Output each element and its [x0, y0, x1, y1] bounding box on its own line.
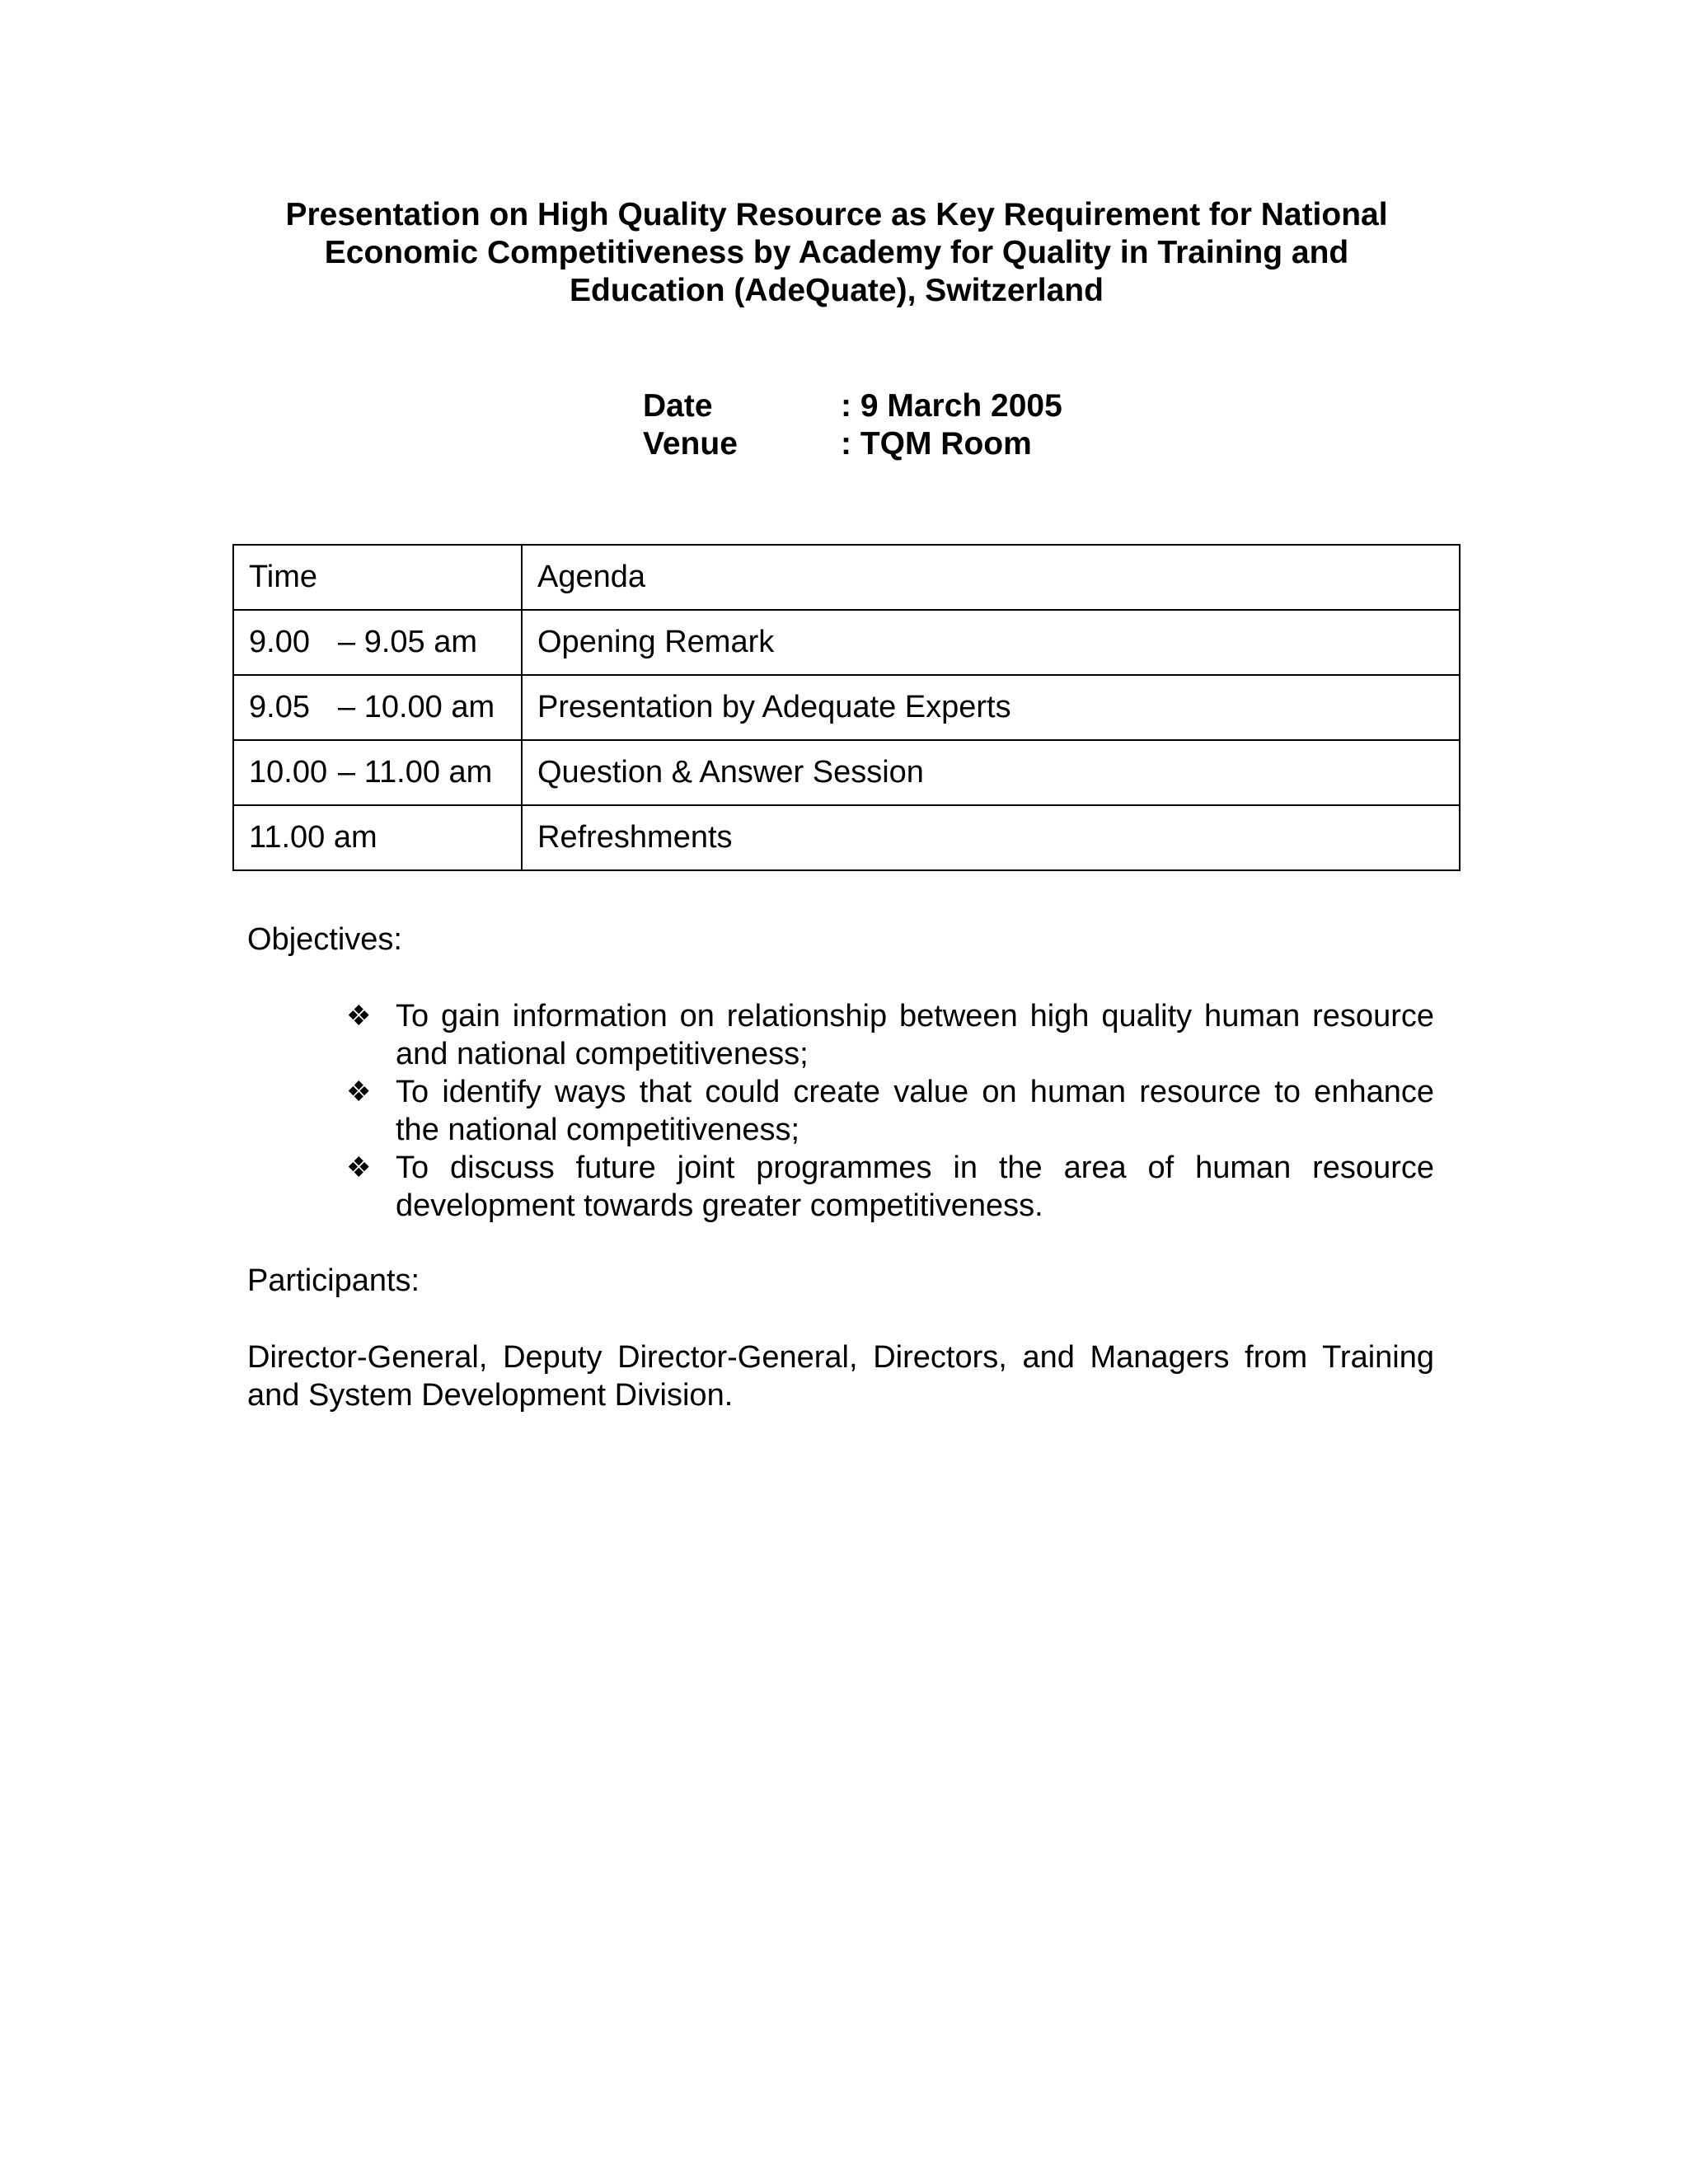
objective-text: To gain information on relationship between high quality human resource and national competitiveness; [396, 999, 1434, 1071]
title-line: Education (AdeQuate), Switzerland [570, 273, 1104, 308]
list-item [346, 1149, 1434, 1225]
table-row [233, 740, 1460, 805]
agenda-table [232, 544, 1461, 871]
title-line: Economic Competitiveness by Academy for Quality in Training and [324, 235, 1349, 270]
objectives-list [346, 997, 1434, 1225]
event-details [643, 387, 1062, 463]
list-item [346, 997, 1434, 1073]
date-row [643, 387, 1062, 425]
table-row [233, 610, 1460, 675]
time-start: 9.00 [249, 625, 310, 659]
time-cell [233, 610, 522, 675]
venue-label: Venue [643, 426, 738, 462]
agenda-cell: Presentation by Adequate Experts [522, 675, 1460, 740]
agenda-header: Agenda [522, 545, 1460, 610]
objective-text: To identify ways that could create value on human resource to enhance the national competitiveness; [396, 1075, 1434, 1147]
participants-text: Director-General, Deputy Director-General, Directors, and Managers from Training and System Development Division. [247, 1340, 1434, 1413]
list-item [346, 1073, 1434, 1149]
diamond-bullet-icon: ❖ [346, 1001, 372, 1032]
table-header-row [233, 545, 1460, 610]
agenda-cell: Question & Answer Session [522, 740, 1460, 805]
time-start: 11.00 am [249, 820, 377, 855]
time-end: – 10.00 am [338, 690, 495, 724]
agenda-cell: Opening Remark [522, 610, 1460, 675]
venue-value: : TQM Room [841, 426, 1032, 462]
title-line: Presentation on High Quality Resource as Key Requirement for National [285, 197, 1388, 232]
venue-row [643, 425, 1062, 463]
diamond-bullet-icon: ❖ [346, 1076, 372, 1108]
time-header: Time [233, 545, 522, 610]
objective-text: To discuss future joint programmes in the area of human resource development towards greater competitiveness. [396, 1151, 1434, 1223]
objectives-heading: Objectives: [247, 922, 402, 957]
date-value: : 9 March 2005 [841, 388, 1062, 424]
participants-heading: Participants: [247, 1263, 420, 1298]
time-start: 9.05 [249, 690, 310, 724]
table-row [233, 805, 1460, 870]
time-start: 10.00 [249, 755, 328, 790]
date-label: Date [643, 388, 713, 424]
diamond-bullet-icon: ❖ [346, 1152, 372, 1183]
time-end: – 9.05 am [338, 625, 477, 659]
table-row [233, 675, 1460, 740]
agenda-cell: Refreshments [522, 805, 1460, 870]
time-cell [233, 675, 522, 740]
document-title [206, 196, 1467, 310]
time-cell [233, 805, 522, 870]
time-cell [233, 740, 522, 805]
time-end: – 11.00 am [338, 755, 493, 790]
